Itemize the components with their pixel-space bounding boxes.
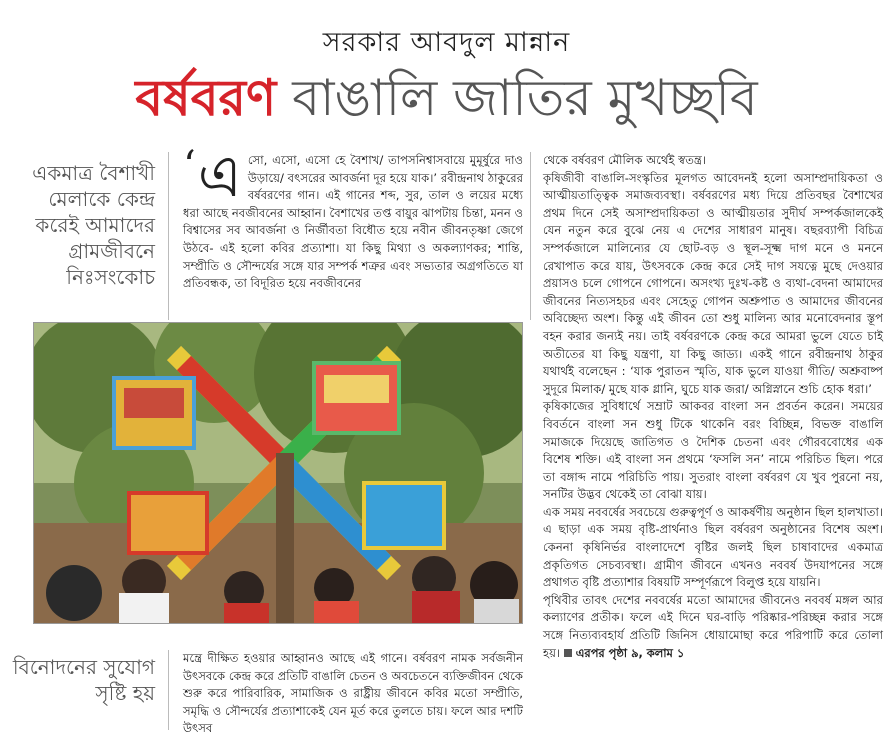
- paragraph-text: পৃথিবীর তাবৎ দেশের নববর্ষের মতো আমাদের জীবনেও নববর্ষ মঙ্গল আর কল্যাণের প্রতীক। ফলে এই দিনে ঘর-বাড়ি পরিষ্কার-পরিচ্ছন্ন করার সঙ্গে সঙ্গে নিত্যব্যবহার্য প্রতিটি জিনিস ধোয়ামোছা করে পরিপাটি করে তোলা হয়।: [543, 592, 883, 660]
- article-column-2: [543, 152, 883, 662]
- drop-cap: এ: [197, 142, 242, 210]
- column-divider: [530, 152, 531, 320]
- paragraph: কৃষিকাজের সুবিধার্থে সম্রাট আকবর বাংলা সন প্রবর্তন করেন। সময়ের বিবর্তনে বাংলা সন শুধু টিকে থাকেনি বরং বিচ্ছিন্ন, বিভক্ত বাঙালি সমাজকে দিয়েছে জাতিগত ও দৈশিক চেতনা এবং গৌরববোধের এক বিশেষ শক্তি। এই বাংলা সন প্রথমে ‘ফসলি সন’ নামে পরিচিত ছিল। পরে তা বঙ্গাব্দ নামে পরিচিতি পায়। সুতরাং বাংলা বর্ষবরণ যে খুব পুরনো নয়, সনটির উদ্ভব থেকেই তা বোঝা যায়।: [543, 399, 883, 502]
- fair-ferris-wheel-photo: [33, 322, 523, 624]
- headline-rest: বাঙালি জাতির মুখচ্ছবি: [292, 69, 758, 127]
- continued-jump: [564, 646, 684, 660]
- paragraph: এক সময় নববর্ষের সবচেয়ে গুরুত্বপূর্ণ ও আকর্ষণীয় অনুষ্ঠান ছিল হালখাতা। এ ছাড়া এক সময় বৃষ্টি-প্রার্থনাও ছিল বর্ষবরণ অনুষ্ঠানের বিশেষ অংশ। কেননা কৃষিনির্ভর বাংলাদেশে বৃষ্টির জলই ছিল চাষাবাদের একমাত্র প্রকৃতিগত সেচব্যবস্থা। গ্রামীণ জীবনে এখনও নববর্ষ উদযাপনের সঙ্গে প্রথাগত বৃষ্টি প্রত্যাশার বিষয়টি সম্পূর্ণরূপে বিলুপ্ত হয়ে যায়নি।: [543, 504, 883, 590]
- pullquote-top: একমাত্র বৈশাখী মেলাকে কেন্দ্র করেই আমাদের গ্রামজীবনে নিঃসংকোচ: [32, 161, 155, 289]
- body-text: মন্ত্রে দীক্ষিত হওয়ার আহ্বানও আছে এই গানে। বর্ষবরণ নামক সর্বজনীন উৎসবকে কেন্দ্র করে প্রতিটি বাঙালি চেতন ও অবচেতনে ব্যক্তিজীবন থেকে শুরু করে পারিবারিক, সামাজিক ও রাষ্ট্রীয় জীবনে কবির মতো সম্প্রীতি, সমৃদ্ধি ও সৌন্দর্যের প্রত্যাশাকেই যেন মূর্ত করে তুলতে চায়। ফলে আর দশটি উৎসব: [183, 651, 523, 736]
- column-divider: [168, 650, 169, 730]
- opening-quote: ‘: [183, 143, 196, 189]
- continued-text: এরপর পৃষ্ঠা ৯, কলাম ১: [575, 645, 685, 660]
- headline: [0, 70, 893, 128]
- paragraph: থেকে বর্ষবরণ মৌলিক অর্থেই স্বতন্ত্র।: [543, 153, 707, 167]
- square-icon: [564, 649, 572, 657]
- photo-illustration: [34, 323, 523, 624]
- author-byline: সরকার আবদুল মান্নান: [322, 27, 571, 58]
- headline-highlight: বর্ষবরণ: [135, 69, 277, 127]
- article-column-1: [183, 142, 523, 293]
- paragraph: কৃষিজীবী বাঙালি-সংস্কৃতির মূলগত আবেদনই হলো অসাম্প্রদায়িকতা ও আত্মীয়তাত্ত্বিক সমাজব্যবস্থা। বর্ষবরণের মধ্য দিয়ে প্রতিবছর বৈশাখের প্রথম দিনে সেই অসাম্প্রদায়িকতা ও আত্মীয়তার সুদীর্ঘ সম্পর্কজালকেই যেন নতুন করে বুঝে নেয় এ দেশের সাধারণ মানুষ। বছরব্যাপী বিচিত্র সম্পর্কজালে মালিন্যের যে ছোট-বড় ও স্থূল-সূক্ষ্ম দাগ মনে ও মননে রেখাপাত করে যায়, উৎসবকে কেন্দ্র করে সেই দাগ সযত্নে মুছে দেওয়ার প্রয়াসও চলে গোপনে গোপনে। অসংখ্য দুঃখ-কষ্ট ও ব্যথা-বেদনা আমাদের জীবনের নিত্যসহচর এবং সেহেতু গোপন অশ্রুপাত ও আমাদের জীবনের অবিচ্ছেদ্য অংশ। কিন্তু এই জীবন তো শুধু মালিন্য আর মনোবেদনার স্তূপ বহন করার জন্যই নয়। তাই বর্ষবরণকে কেন্দ্র করে আমরা ভুলে যেতে চাই অতীতের যা কিছু যন্ত্রণা, যা কিছু জাড্য। একই গানে রবীন্দ্রনাথ ঠাকুর যথার্থই বলেছেন : ‘যাক পুরাতন স্মৃতি, যাক ভুলে যাওয়া গীতি/ অশ্রুবাষ্প সুদূরে মিলাক/ মুছে যাক গ্লানি, ঘুচে যাক জরা/ অগ্নিস্নানে শুচি হোক ধরা।’: [543, 170, 883, 396]
- pullquote-bottom: বিনোদনের সুযোগ সৃষ্টি হয়: [12, 655, 155, 705]
- body-text: সো, এসো, এসো হে বৈশাখ/ তাপসনিশ্বাসবায়ে মুমূর্ষুরে দাও উড়ায়ে/ বৎসরের আবর্জনা দূর হয়ে যাক।’ রবীন্দ্রনাথ ঠাকুরের বর্ষবরণের গান। এই গানের শব্দ, সুর, তাল ও লয়ের মধ্যে ধরা আছে নবজীবনের আহ্বান। বৈশাখের তপ্ত বায়ুর ঝাপটায় চিন্তা, মনন ও বিশ্বাসের সব আবর্জনা ও নির্জীবতা বিধৌত হয়ে নবীন জীবনতৃষ্ণা জেগে উঠবে- এই হলো কবির প্রত্যাশা। যা কিছু মিথ্যা ও অকল্যাণকর; শান্তি, সম্প্রীতি ও সৌন্দর্যের সঙ্গে যার সম্পর্ক শত্রুর এবং সভ্যতার অগ্রগতিতে যা প্রতিবন্ধক, তা বিদূরিত হয়ে নবজীবনের: [183, 153, 523, 291]
- column-divider: [168, 152, 169, 320]
- article-column-3: [183, 650, 523, 738]
- paragraph: [543, 592, 883, 662]
